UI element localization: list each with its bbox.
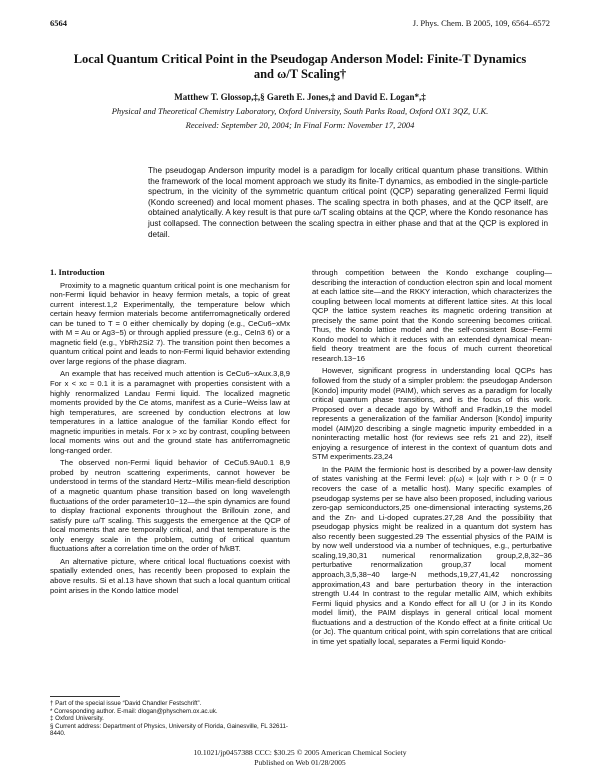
paragraph: The observed non-Fermi liquid behavior of CeCu5.9Au0.1 8,9 probed by neutron scattering experiments, cannot however be understood in terms of the standard Hertz−Millis mean-field description of a magnetic quantum phase transition based on long wavelength fluctuations of the order parameter10−12—the spin dynamics are found to display fractional exponents throughout the Brillouin zone, and satisfy pure ω/T scaling. This suggests the emergence at the QCP of local moments that are temporally critical, and that temperature is the only energy scale in the problem, cutting of critical quantum fluctuations after a correlation time on the order of ħ/kBT.	[50, 458, 290, 554]
abstract: The pseudogap Anderson impurity model is a paradigm for locally critical quantum phase transitions. Within the framework of the local moment approach we study its finite-T dynamics, as embodied in the single-particle spectrum, in the vicinity of the symmetric quantum critical point (QCP) separating generalized Fermi liquid (Kondo screened) and local moment phases. The scaling spectra in both phases, and at the QCP itself, are obtained analytically. A key result is that pure ω/T scaling obtains at the QCP, where the Kondo resonance has just collapsed. The connection between the scaling spectra in either phase and that at the QCP is explored in detail.	[148, 166, 548, 239]
page-footer	[0, 748, 600, 767]
paragraph: An example that has received much attention is CeCu6−xAux.3,8,9 For x < xc ≈ 0.1 it is a paramagnet with properties consistent with a highly renormalized Landau Fermi liquid. The localized magnetic moments provided by the Ce atoms, manifest as a Curie−Weiss law at high temperatures, are screened by conduction electrons at low temperatures in a lattice analogue of the familiar Kondo effect for magnetic impurities in metals. For x > xc by contrast, coupling between local moments wins out and the ground state has antiferromagnetic long-ranged order.	[50, 369, 290, 455]
running-header	[50, 18, 550, 30]
paragraph: In the PAIM the fermionic host is described by a power-law density of states vanishing at the Fermi level: ρ(ω) ∝ |ω|r with r > 0 (r = 0 recovers the case of a metallic host). Many specific examples of pseudogap systems per se have also been proposed, including various zero-gap semiconductors,25 one-dimensional interacting systems,26 and the Zn- and Li-doped cuprates.27,28 And the possibility that pseudogap physics might be realized in a quantum dot system has also recently been suggested.29 The essential physics of the PAIM is by now well understood via a number of techniques, e.g., perturbative scaling,19,30,31 numerical renormalization group,2,8,32−36 perturbative renormalization group,37 local moment approach,3,5,38−40 large-N methods,19,27,41,42 noncrossing approximation,43 and bare perturbation theory in the interaction strength U.44 In contrast to the regular metallic AIM, which exhibits Fermi liquid physics and a Kondo effect for all U (or J in its Kondo model limit), the PAIM displays in general critical local moment fluctuations and a destruction of the Kondo effect at a finite critical Uc (or Jc). The quantum critical point, with spin correlations that are critical in time yet spatially local, separates a Fermi liquid Kondo-	[312, 464, 552, 646]
paragraph: through competition between the Kondo exchange coupling—describing the interaction of conduction electron spin and local moment at each lattice site—and the RKKY interaction, which characterizes the coupling between local moments at different lattice sites. At this local QCP the lattice system reaches its magnetic ordering transition at precisely the same point that the Kondo screening becomes critical. Thus, the Kondo lattice model and the self-consistent Bose−Fermi Kondo model to which it reduces with an extended dynamical mean-field theory treatment are the focus of much current theoretical research.13−16	[312, 268, 552, 363]
left-column	[50, 268, 290, 595]
right-column	[312, 268, 552, 646]
article-title: Local Quantum Critical Point in the Pseudogap Anderson Model: Finite-T Dynamics and ω/T Scaling†	[73, 52, 527, 81]
journal-citation: J. Phys. Chem. B 2005, 109, 6564–6572	[412, 18, 550, 28]
footnote: † Part of the special issue “David Chandler Festschrift”.	[50, 700, 202, 707]
footnote: * Corresponding author. E-mail: dlogan@physchem.ox.ac.uk.	[50, 707, 218, 715]
paragraph: An alternative picture, where critical local fluctuations coexist with spatially extended ones, has recently been proposed to explain the above results. Si et al.13 have shown that such a local quantum critical point arises in the Kondo lattice model	[50, 556, 290, 595]
published-date: Published on Web 01/28/2005	[254, 757, 346, 767]
paragraph: However, significant progress in understanding local QCPs has followed from the study of a simpler problem: the pseudogap Anderson [Kondo] impurity model (PAIM), which serves as a paradigm for locally critical quantum phase transitions, and is the focus of this work. Proposed over a decade ago by Withoff and Fradkin,19 the model represents a generalization of the familiar Anderson [Kondo] impurity model (AIM)20 describing a single magnetic impurity embedded in a noninteracting metallic host (for reviews see refs 21 and 22), itself enjoying a resurgence of interest in the context of quantum dots and STM experiments.23,24	[312, 366, 552, 462]
affiliation: Physical and Theoretical Chemistry Laboratory, Oxford University, South Parks Road, Oxford OX1 3QZ, U.K.	[111, 106, 489, 116]
page-number: 6564	[50, 18, 67, 28]
footnote: ‡ Oxford University.	[50, 715, 104, 723]
footnote: § Current address: Department of Physics, University of Florida, Gainesville, FL 32611-8440.	[50, 722, 288, 738]
section-heading: 1. Introduction	[50, 267, 105, 277]
author-list: Matthew T. Glossop,‡,§ Gareth E. Jones,‡ and David E. Logan*,‡	[174, 92, 426, 102]
footnote-rule	[50, 696, 120, 697]
paragraph: Proximity to a magnetic quantum critical point is one mechanism for non-Fermi liquid behavior in heavy fermion metals, a topic of great current interest.1,2 Experimentally, the temperature below which certain heavy fermion materials become antiferromagnetically ordered can be tuned to T = 0 either chemically by doping (e.g., CeCu6−xMx with M = Au or Ag3−5) or through applied pressure (e.g., CeIn3 6) or a magnetic field (e.g., YbRh2Si2 7). The transition point then becomes a quantum critical point and leads to non-Fermi liquid behavior extending over large regions of the phase diagram.	[50, 280, 290, 366]
footnotes	[50, 700, 290, 738]
received-dates: Received: September 20, 2004; In Final Form: November 17, 2004	[185, 120, 415, 130]
doi-line: 10.1021/jp0457388 CCC: $30.25 © 2005 American Chemical Society	[193, 748, 407, 757]
